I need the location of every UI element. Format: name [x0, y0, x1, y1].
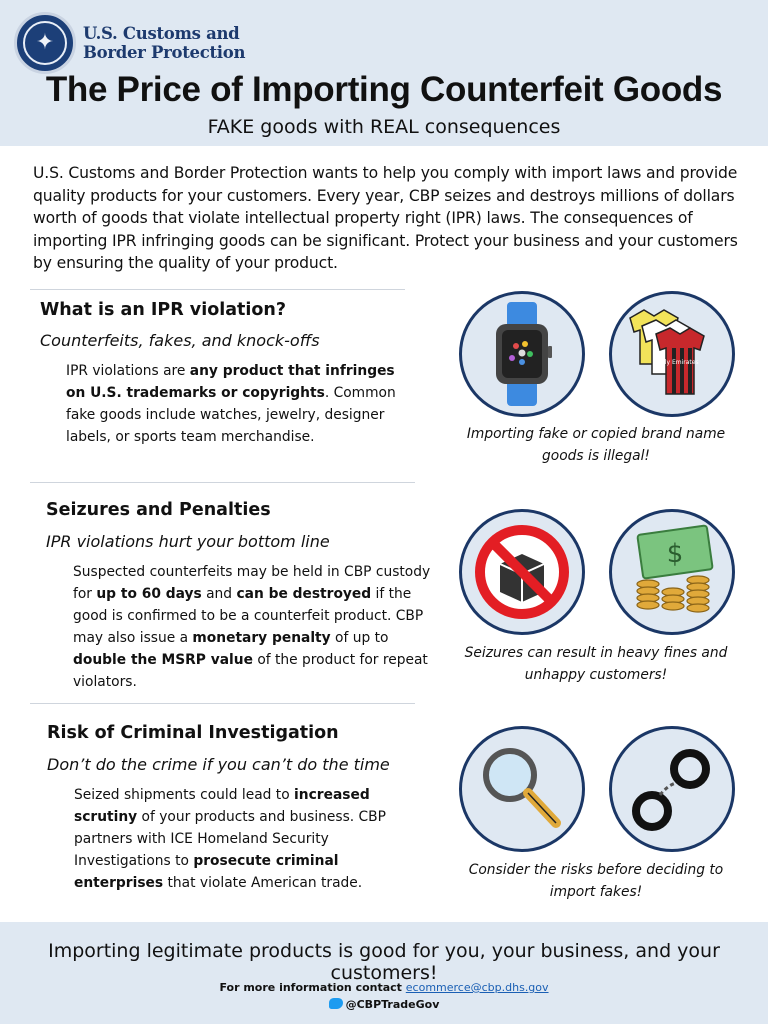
section-subtitle: Counterfeits, fakes, and knock-offs — [40, 331, 320, 350]
divider — [30, 289, 405, 290]
magnifying-glass-icon — [459, 726, 585, 852]
section-seizures-penalties — [46, 500, 431, 693]
twitter-handle[interactable] — [0, 998, 768, 1011]
smartwatch-icon — [459, 291, 585, 417]
agency-line-2: Border Protection — [83, 43, 246, 62]
twitter-handle-text: @CBPTradeGov — [345, 998, 440, 1011]
page-title: The Price of Importing Counterfeit Goods — [45, 70, 723, 109]
body-text: IPR violations are — [66, 363, 190, 379]
dhs-seal-icon: ✦ — [14, 12, 76, 74]
emphasis-text: prosecute criminal enterprises — [74, 853, 339, 891]
emphasis-text: monetary penalty — [192, 630, 331, 646]
section-body — [66, 360, 396, 448]
page-subtitle: FAKE goods with REAL consequences — [207, 116, 561, 138]
section-body — [74, 784, 394, 894]
divider — [30, 703, 415, 704]
body-text: Suspected counterfeits may be held in CBP custody for — [73, 564, 431, 602]
caption: Importing fake or copied brand name goods is illegal! — [466, 426, 726, 464]
caption: Consider the risks before deciding to import fakes! — [468, 862, 724, 900]
handcuffs-icon — [609, 726, 735, 852]
body-text: of your products and business. CBP partners with ICE Homeland Security Investigations to — [74, 809, 386, 869]
header-band — [0, 0, 768, 146]
section-title: What is an IPR violation? — [40, 300, 287, 320]
emphasis-text: up to 60 days — [96, 586, 202, 602]
body-text: that violate American trade. — [163, 875, 363, 891]
section-subtitle: Don’t do the crime if you can’t do the time — [47, 755, 390, 774]
footer-message: Importing legitimate products is good for you, your business, and your customers! — [48, 940, 720, 984]
agency-line-1: U.S. Customs and — [83, 24, 240, 43]
body-text: and — [201, 586, 237, 602]
no-package-icon — [459, 509, 585, 635]
twitter-bird-icon — [329, 998, 343, 1009]
body-text: . Common fake goods include watches, jewelry, designer labels, or sports team merchandise. — [66, 385, 396, 445]
intro-paragraph: U.S. Customs and Border Protection wants to help you comply with import laws and provide quality products for your customers. Every year, CBP seizes and destroys millions of dollars worth of goods that violate intellectual property right (IPR) laws. The consequences of importing IPR infringing goods can be significant. Protect your business and your customers by ensuring the quality of your product. — [33, 164, 738, 272]
footer-contact — [0, 981, 768, 994]
jersey-label: Fly Emirates — [661, 359, 699, 366]
email-link[interactable]: ecommerce@cbp.dhs.gov — [405, 981, 549, 994]
agency-name — [83, 24, 245, 62]
emphasis-text: increased scrutiny — [74, 787, 370, 825]
section-criminal-investigation — [47, 723, 417, 894]
section-title: Risk of Criminal Investigation — [47, 723, 339, 743]
jerseys-icon — [609, 291, 735, 417]
section-subtitle: IPR violations hurt your bottom line — [46, 532, 330, 551]
body-text: of up to — [330, 630, 389, 646]
body-text: Seized shipments could lead to — [74, 787, 295, 803]
emphasis-text: double the MSRP value — [73, 652, 253, 668]
caption: Seizures can result in heavy fines and unhappy customers! — [464, 645, 728, 683]
dollar-sign: $ — [666, 539, 684, 569]
footer-band — [0, 922, 768, 1024]
body-text: if the good is confirmed to be a counterfeit product. CBP may also issue a — [73, 586, 424, 646]
emphasis-text: can be destroyed — [236, 586, 372, 602]
money-icon — [609, 509, 735, 635]
section-ipr-violation — [40, 300, 396, 448]
section-title: Seizures and Penalties — [46, 500, 271, 520]
contact-prefix: For more information contact — [219, 981, 402, 994]
body-text: of the product for repeat violators. — [73, 652, 428, 690]
section-body — [73, 561, 433, 693]
emphasis-text: any product that infringes on U.S. trademarks or copyrights — [66, 363, 395, 401]
divider — [30, 482, 415, 483]
